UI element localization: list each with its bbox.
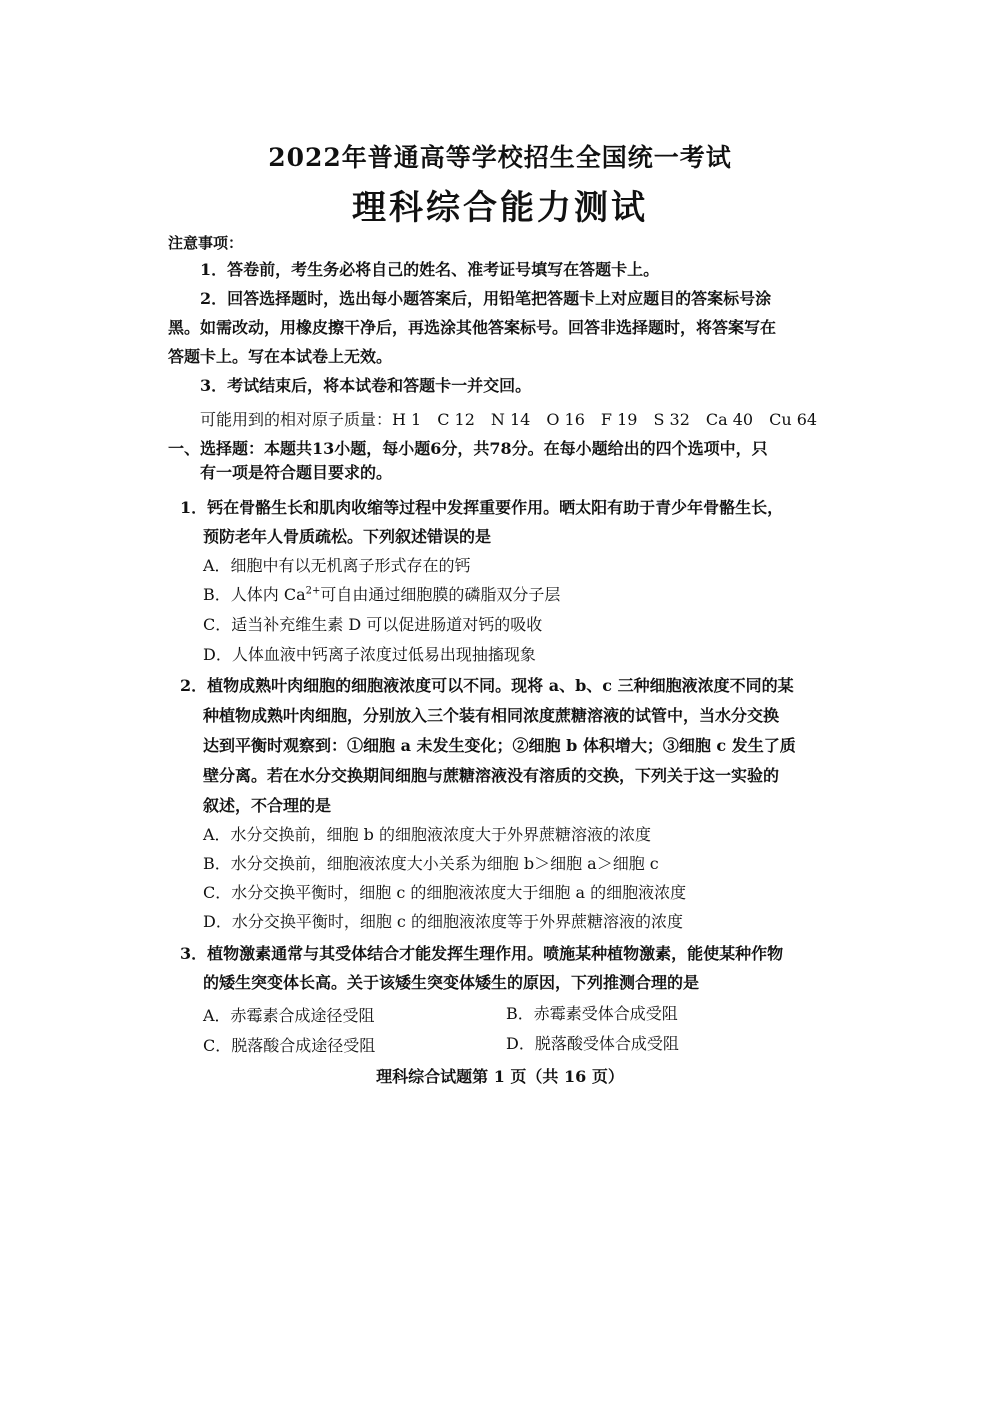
- section-heading-line-2: 有一项是符合题目要求的。: [200, 463, 393, 482]
- notice-heading: 注意事项：: [168, 234, 244, 252]
- q1-option-a: A．细胞中有以无机离子形式存在的钙: [203, 556, 471, 575]
- q1-option-c: C．适当补充维生素 D 可以促进肠道对钙的吸收: [203, 615, 543, 634]
- q3-option-a: A．赤霉素合成途径受阻: [203, 1006, 375, 1025]
- q3-option-c: C．脱落酸合成途径受阻: [203, 1036, 376, 1055]
- q2-option-b: B．水分交换前，细胞液浓度大小关系为细胞 b＞细胞 a＞细胞 c: [203, 854, 659, 873]
- page-footer: 理科综合试题第 1 页（共 16 页）: [376, 1067, 624, 1086]
- q3-stem-line-1: 3．植物激素通常与其受体结合才能发挥生理作用。喷施某种植物激素，能使某种作物: [180, 944, 784, 963]
- exam-subtitle: 理科综合能力测试: [352, 188, 648, 228]
- q2-stem-line-1: 2．植物成熟叶肉细胞的细胞液浓度可以不同。现将 a、b、c 三种细胞液浓度不同的某: [180, 676, 794, 695]
- notice-item-2-line-3: 答题卡上。写在本试卷上无效。: [168, 347, 393, 366]
- q1-stem-line-1: 1．钙在骨骼生长和肌肉收缩等过程中发挥重要作用。晒太阳有助于青少年骨骼生长，: [180, 498, 784, 517]
- q2-option-a: A．水分交换前，细胞 b 的细胞液浓度大于外界蔗糖溶液的浓度: [203, 825, 651, 844]
- q2-stem-line-4: 壁分离。若在水分交换期间细胞与蔗糖溶液没有溶质的交换，下列关于这一实验的: [203, 766, 780, 785]
- notice-item-1: 1．答卷前，考生务必将自己的姓名、准考证号填写在答题卡上。: [200, 260, 660, 279]
- q2-option-d: D．水分交换平衡时，细胞 c 的细胞液浓度等于外界蔗糖溶液的浓度: [203, 912, 683, 931]
- exam-title: 2022年普通高等学校招生全国统一考试: [268, 143, 732, 172]
- atomic-masses: 可能用到的相对原子质量：H 1 C 12 N 14 O 16 F 19 S 32 Ca 40 Cu 64: [200, 410, 818, 429]
- q3-option-b: B．赤霉素受体合成受阻: [506, 1004, 678, 1023]
- q1-option-b: B．人体内 $Ca^{2+}$可自由通过细胞膜的磷脂双分子层: [203, 585, 561, 604]
- q1-option-d: D．人体血液中钙离子浓度过低易出现抽搐现象: [203, 645, 536, 664]
- q2-stem-line-3: 达到平衡时观察到：①细胞 a 未发生变化；②细胞 b 体积增大；③细胞 c 发生了质: [203, 736, 796, 755]
- notice-item-3: 3．考试结束后，将本试卷和答题卡一并交回。: [200, 376, 532, 395]
- section-heading-line-1: 一、选择题：本题共13小题，每小题6分，共78分。在每小题给出的四个选项中，只: [168, 439, 768, 458]
- q3-stem-line-2: 的矮生突变体长高。关于该矮生突变体矮生的原因，下列推测合理的是: [203, 973, 700, 992]
- q2-stem-line-2: 种植物成熟叶肉细胞，分别放入三个装有相同浓度蔗糖溶液的试管中，当水分交换: [203, 706, 780, 725]
- q3-option-d: D．脱落酸受体合成受阻: [506, 1034, 679, 1053]
- q2-option-c: C．水分交换平衡时，细胞 c 的细胞液浓度大于细胞 a 的细胞液浓度: [203, 883, 687, 902]
- q2-stem-line-5: 叙述，不合理的是: [203, 796, 332, 815]
- notice-item-2-line-2: 黑。如需改动，用橡皮擦干净后，再选涂其他答案标号。回答非选择题时，将答案写在: [168, 318, 777, 337]
- notice-item-2-line-1: 2．回答选择题时，选出每小题答案后，用铅笔把答题卡上对应题目的答案标号涂: [200, 289, 772, 308]
- q1-stem-line-2: 预防老年人骨质疏松。下列叙述错误的是: [203, 527, 492, 546]
